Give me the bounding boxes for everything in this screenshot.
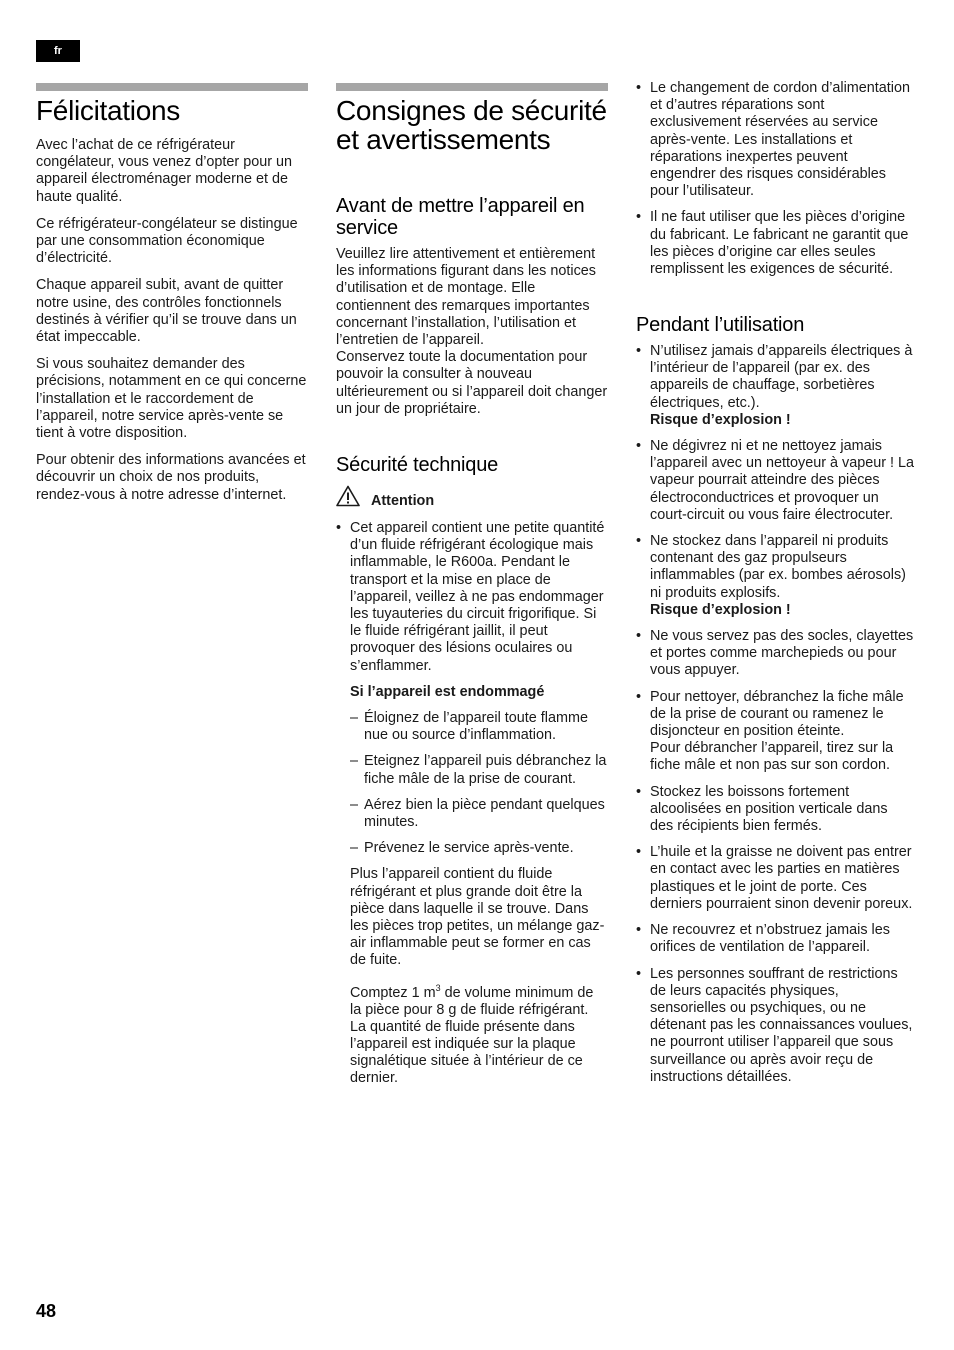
paragraph: Ce réfrigérateur-congélateur se distingue par une consommation économique d’électricité. bbox=[36, 215, 298, 267]
bullet-marker: • bbox=[636, 628, 642, 645]
dash-item-text: Aérez bien la pièce pendant quelques minutes. bbox=[364, 796, 605, 831]
paragraph: Pour obtenir des informations avancées et découvrir un choix de nos produits, rendez-vous à notre adresse d’internet. bbox=[36, 452, 306, 503]
list-item-text: Pour nettoyer, débranchez la fiche mâle de la prise de courant ou ramenez le disjoncteur en position éteinte. bbox=[650, 688, 904, 740]
dash-item bbox=[350, 797, 608, 831]
paragraph: Conservez toute la documentation pour pouvoir la consulter à nouveau ultérieurement ou si l’appareil doit changer un jour de propriétaire. bbox=[336, 349, 608, 417]
paragraph-gas: Plus l’appareil contient du fluide réfrigérant et plus grande doit être la pièce dans laquelle il se trouve. Dans les pièces trop petites, un mélange gaz-air inflammable peut se former en cas de fuite. bbox=[350, 866, 605, 969]
dash-item-text: Prévenez le service après-vente. bbox=[364, 840, 574, 857]
list-item bbox=[636, 209, 914, 278]
section-title-felicitations: Félicitations bbox=[36, 95, 180, 126]
dash-marker: – bbox=[350, 796, 359, 813]
list-item-text-continued: Pour débrancher l’appareil, tirez sur la fiche mâle et non pas sur son cordon. bbox=[650, 740, 894, 774]
list-item-text: Ne stockez dans l’appareil ni produits contenant des gaz propulseurs inflammables (par ex. bombes aérosols) ni produits explosifs. bbox=[650, 533, 906, 601]
list-item bbox=[336, 520, 608, 675]
list-item bbox=[636, 922, 914, 956]
list-item bbox=[636, 343, 914, 429]
dash-item bbox=[350, 840, 608, 857]
section-rule bbox=[36, 83, 308, 91]
list-item bbox=[636, 533, 914, 619]
subheading-avant: Avant de mettre l’appareil en service bbox=[336, 195, 585, 239]
paragraph: Si vous souhaitez demander des précisions, notamment en ce qui concerne l’installation et le raccordement de l’appareil, notre service après-vente se tient à votre disposition. bbox=[36, 356, 307, 442]
dash-marker: – bbox=[350, 753, 359, 770]
bullet-marker: • bbox=[336, 520, 342, 536]
list-item bbox=[636, 689, 914, 775]
list-item-text: Ne recouvrez et n’obstruez jamais les orifices de ventilation de l’appareil. bbox=[650, 922, 890, 956]
repair-list bbox=[636, 80, 914, 287]
risk-warning: Risque d’explosion ! bbox=[650, 411, 791, 428]
list-item-text: Ne vous servez pas des socles, clayettes et portes comme marchepieds ou pour vous appuyer. bbox=[650, 628, 914, 679]
volume-superscript: 3 bbox=[435, 982, 441, 993]
bullet-marker: • bbox=[636, 783, 642, 800]
attention-notice bbox=[336, 485, 608, 509]
list-item-text: N’utilisez jamais d’appareils électriques à l’intérieur de l’appareil (par ex. des appareils de chauffage, sorbetières électriques, etc.). bbox=[650, 343, 913, 411]
subheading-pendant: Pendant l’utilisation bbox=[636, 314, 805, 336]
list-item-text: Les personnes souffrant de restrictions de leurs capacités physiques, sensorielles ou psychiques, ou ne détenant pas les connaissances voulues, ne pourront utiliser l’appareil que sous surveillance ou après avoir reçu de instructions détaillées. bbox=[650, 965, 913, 1085]
bullet-marker: • bbox=[636, 343, 642, 359]
list-item-text: L’huile et la graisse ne doivent pas entrer en contact avec les parties en matières plastiques et le joint de porte. Ces derniers pourraient sinon devenir poreux. bbox=[650, 844, 913, 912]
list-item bbox=[636, 80, 914, 200]
paragraph: Avec l’achat de ce réfrigérateur congélateur, vous venez d’opter pour un appareil électroménager moderne et de haute qualité. bbox=[36, 137, 293, 205]
section-rule bbox=[336, 83, 608, 91]
list-item bbox=[636, 438, 914, 524]
section-title-consignes: Consignes de sécurité et avertissements bbox=[336, 95, 607, 155]
page-number: 48 bbox=[36, 1301, 57, 1321]
warning-triangle-icon bbox=[336, 485, 360, 507]
technique-content bbox=[336, 520, 608, 1098]
paragraph: Chaque appareil subit, avant de quitter notre usine, des contrôles fonctionnels destinés à vérifier qu’il se trouve dans un état impeccable. bbox=[36, 277, 297, 346]
bullet-marker: • bbox=[636, 844, 642, 861]
list-item bbox=[636, 628, 914, 680]
bullet-marker: • bbox=[636, 688, 642, 705]
risk-warning: Risque d’explosion ! bbox=[650, 601, 791, 618]
bullet-marker: • bbox=[636, 965, 642, 982]
bullet-marker: • bbox=[636, 922, 642, 939]
list-item-text: Stockez les boissons fortement alcoolisées en position verticale dans des récipients bien fermés. bbox=[650, 783, 888, 835]
damaged-heading: Si l’appareil est endommagé bbox=[350, 683, 545, 700]
list-item-text: Il ne faut utiliser que les pièces d’origine du fabricant. Le fabricant ne garantit que les pièces d’origine car elles seules remplissent les exigences de sécurité. bbox=[650, 209, 909, 278]
dash-item bbox=[350, 710, 608, 744]
bullet-marker: • bbox=[636, 80, 642, 96]
pendant-list bbox=[636, 343, 914, 1095]
volume-text-start: Comptez 1 m bbox=[350, 984, 436, 1001]
attention-label: Attention bbox=[371, 493, 435, 509]
felicitations-body bbox=[36, 137, 308, 514]
paragraph: Veuillez lire attentivement et entièrement les informations figurant dans les notices d’utilisation et de montage. Elle contiennent des remarques importantes concernant l’installation, l’utilisation et l’entretien de l’appareil. bbox=[336, 246, 596, 349]
avant-body bbox=[336, 246, 608, 418]
bullet-marker: • bbox=[636, 209, 642, 226]
language-badge: fr bbox=[36, 40, 80, 62]
bullet-marker: • bbox=[636, 533, 642, 550]
dash-item-text: Éloignez de l’appareil toute flamme nue ou source d’inflammation. bbox=[364, 710, 588, 744]
volume-text-end: de volume minimum de la pièce pour 8 g de fluide réfrigérant. La quantité de fluide présente dans l’appareil est indiquée sur la plaque signalétique située à l’intérieur de ce dernier. bbox=[350, 984, 594, 1087]
damaged-block bbox=[350, 684, 608, 1088]
subheading-securite-technique: Sécurité technique bbox=[336, 454, 499, 476]
dash-marker: – bbox=[350, 710, 359, 727]
list-item bbox=[636, 966, 914, 1086]
list-item bbox=[636, 784, 914, 836]
list-item-text: Ne dégivrez ni et ne nettoyez jamais l’appareil avec un nettoyeur à vapeur ! La vapeur pourrait atteindre des pièces électroconductrices et provoquer un court-circuit ou vous faire électrocuter. bbox=[650, 438, 914, 523]
dash-item-text: Eteignez l’appareil puis débranchez la fiche mâle de la prise de courant. bbox=[364, 753, 607, 787]
list-item-text: Le changement de cordon d’alimentation et d’autres réparations sont exclusivement réservées au service après-vente. Les installations et réparations inexpertes peuvent engendrer des risques considérables pour l’utilisateur. bbox=[650, 80, 911, 200]
list-item-text: Cet appareil contient une petite quantité d’un fluide réfrigérant écologique mais inflammable, le R600a. Pendant le transport et la mise en place de l’appareil, veillez à ne pas endommager les tuyauteries du circuit frigorifique. Si le fluide réfrigérant jaillit, il peut provoquer des lésions oculaires ou s’enflammer. bbox=[350, 520, 605, 674]
paragraph-volume bbox=[350, 980, 608, 1088]
bullet-marker: • bbox=[636, 438, 642, 455]
dash-marker: – bbox=[350, 840, 359, 857]
list-item bbox=[636, 844, 914, 913]
dash-item bbox=[350, 753, 608, 787]
